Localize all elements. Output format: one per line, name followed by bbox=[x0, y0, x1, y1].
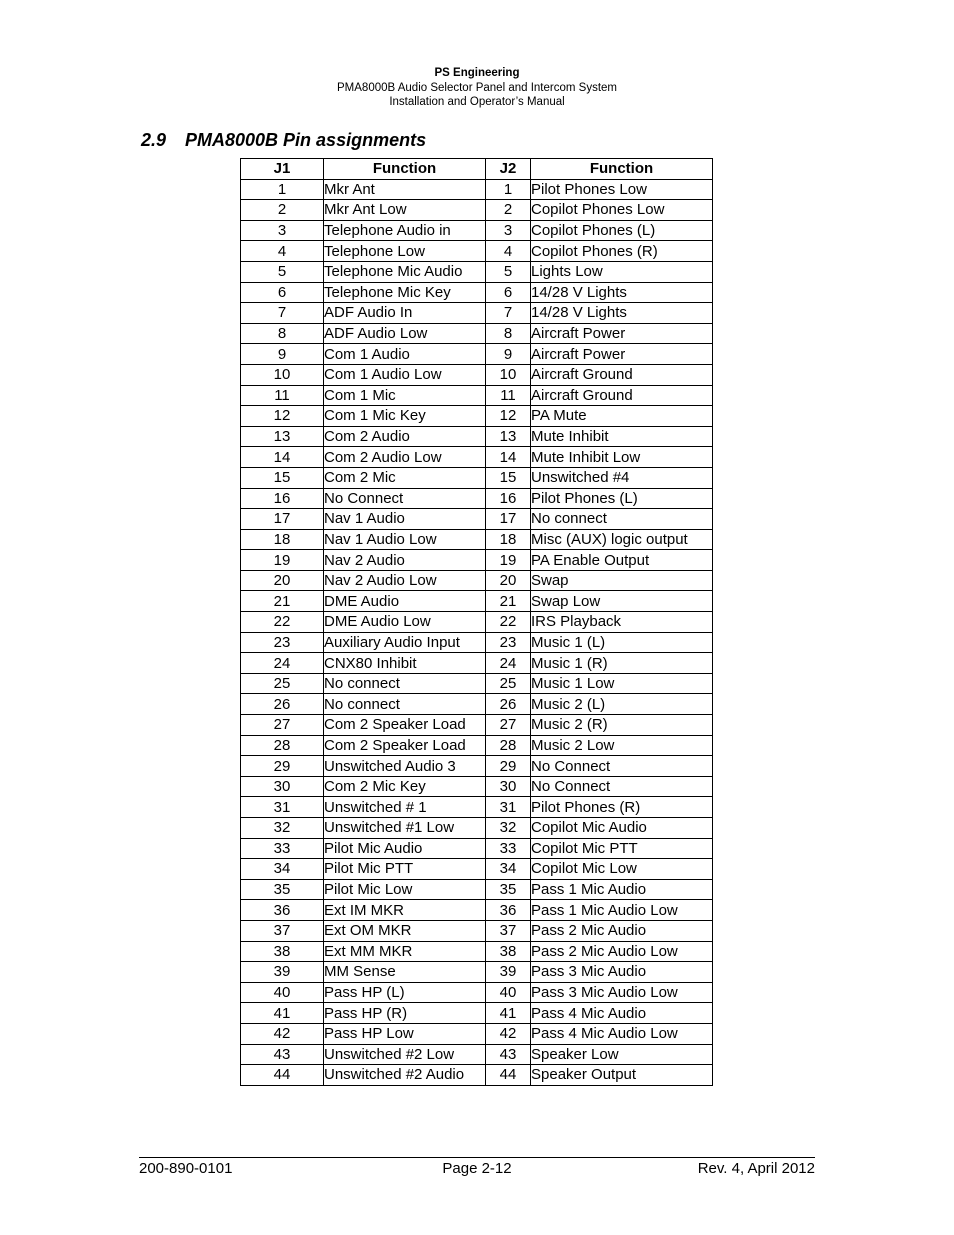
table-row bbox=[241, 303, 713, 324]
j1-pin-cell: 8 bbox=[241, 323, 324, 344]
j1-pin-cell: 42 bbox=[241, 1023, 324, 1044]
j1-pin-cell: 3 bbox=[241, 220, 324, 241]
j1-pin-cell: 15 bbox=[241, 467, 324, 488]
j1-function-cell: ADF Audio Low bbox=[324, 323, 486, 344]
j1-pin-cell: 18 bbox=[241, 529, 324, 550]
j2-function-cell: PA Enable Output bbox=[531, 550, 713, 571]
j1-pin-cell: 20 bbox=[241, 570, 324, 591]
j2-pin-cell: 28 bbox=[486, 735, 531, 756]
j2-function-cell: 14/28 V Lights bbox=[531, 282, 713, 303]
j2-function-cell: Mute Inhibit Low bbox=[531, 447, 713, 468]
j1-pin-cell: 25 bbox=[241, 673, 324, 694]
j1-pin-cell: 10 bbox=[241, 364, 324, 385]
j1-pin-cell: 13 bbox=[241, 426, 324, 447]
j2-function-cell: Aircraft Ground bbox=[531, 385, 713, 406]
document-number: 200-890-0101 bbox=[139, 1160, 233, 1177]
j2-pin-cell: 34 bbox=[486, 859, 531, 880]
j1-pin-cell: 29 bbox=[241, 756, 324, 777]
j2-pin-cell: 37 bbox=[486, 920, 531, 941]
j2-pin-cell: 22 bbox=[486, 612, 531, 633]
table-row bbox=[241, 797, 713, 818]
j1-function-cell: Telephone Mic Key bbox=[324, 282, 486, 303]
j1-function-cell: Com 1 Mic bbox=[324, 385, 486, 406]
manual-title: Installation and Operator’s Manual bbox=[389, 96, 565, 108]
j2-pin-cell: 8 bbox=[486, 323, 531, 344]
j1-function-cell: Com 2 Audio bbox=[324, 426, 486, 447]
j1-pin-cell: 26 bbox=[241, 694, 324, 715]
j2-function-cell: Aircraft Ground bbox=[531, 364, 713, 385]
j2-pin-cell: 31 bbox=[486, 797, 531, 818]
j1-function-cell: Pilot Mic Low bbox=[324, 879, 486, 900]
j2-function-cell: Speaker Output bbox=[531, 1065, 713, 1086]
j2-function-cell: No Connect bbox=[531, 756, 713, 777]
j2-function-cell: Pass 2 Mic Audio bbox=[531, 920, 713, 941]
j1-function-cell: Com 2 Speaker Load bbox=[324, 735, 486, 756]
company-name: PS Engineering bbox=[434, 67, 520, 79]
j1-pin-cell: 40 bbox=[241, 982, 324, 1003]
j1-function-cell: Pilot Mic Audio bbox=[324, 838, 486, 859]
j2-pin-cell: 13 bbox=[486, 426, 531, 447]
j2-pin-cell: 11 bbox=[486, 385, 531, 406]
j2-function-cell: No Connect bbox=[531, 776, 713, 797]
j1-pin-cell: 41 bbox=[241, 1003, 324, 1024]
j1-pin-cell: 35 bbox=[241, 879, 324, 900]
pin-assignment-table bbox=[240, 158, 713, 1086]
page-number: Page 2-12 bbox=[442, 1160, 512, 1177]
j2-pin-cell: 3 bbox=[486, 220, 531, 241]
j1-pin-cell: 37 bbox=[241, 920, 324, 941]
j2-function-cell: Pass 2 Mic Audio Low bbox=[531, 941, 713, 962]
table-row bbox=[241, 550, 713, 571]
j2-function-cell: Music 2 (L) bbox=[531, 694, 713, 715]
j2-pin-cell: 30 bbox=[486, 776, 531, 797]
j2-function-cell: PA Mute bbox=[531, 406, 713, 427]
j2-pin-cell: 32 bbox=[486, 818, 531, 839]
j2-pin-cell: 14 bbox=[486, 447, 531, 468]
header-j1-function: Function bbox=[324, 159, 486, 180]
j1-function-cell: Nav 2 Audio Low bbox=[324, 570, 486, 591]
table-row bbox=[241, 570, 713, 591]
j1-pin-cell: 4 bbox=[241, 241, 324, 262]
table-row bbox=[241, 447, 713, 468]
j1-function-cell: Telephone Mic Audio bbox=[324, 261, 486, 282]
j2-pin-cell: 40 bbox=[486, 982, 531, 1003]
table-row bbox=[241, 632, 713, 653]
table-row bbox=[241, 982, 713, 1003]
j2-function-cell: Pilot Phones (L) bbox=[531, 488, 713, 509]
j1-pin-cell: 24 bbox=[241, 653, 324, 674]
j2-function-cell: Pass 3 Mic Audio bbox=[531, 962, 713, 983]
table-row bbox=[241, 200, 713, 221]
j2-pin-cell: 4 bbox=[486, 241, 531, 262]
table-row bbox=[241, 385, 713, 406]
j1-function-cell: Nav 1 Audio Low bbox=[324, 529, 486, 550]
table-row bbox=[241, 179, 713, 200]
table-row bbox=[241, 241, 713, 262]
j1-pin-cell: 39 bbox=[241, 962, 324, 983]
j2-function-cell: Copilot Mic Low bbox=[531, 859, 713, 880]
j1-function-cell: Mkr Ant Low bbox=[324, 200, 486, 221]
j1-pin-cell: 44 bbox=[241, 1065, 324, 1086]
j1-function-cell: Ext MM MKR bbox=[324, 941, 486, 962]
j2-pin-cell: 7 bbox=[486, 303, 531, 324]
j1-function-cell: Pass HP Low bbox=[324, 1023, 486, 1044]
table-row bbox=[241, 756, 713, 777]
j2-function-cell: IRS Playback bbox=[531, 612, 713, 633]
j1-function-cell: Unswitched #2 Audio bbox=[324, 1065, 486, 1086]
table-row bbox=[241, 1003, 713, 1024]
j1-function-cell: Ext OM MKR bbox=[324, 920, 486, 941]
j2-function-cell: No connect bbox=[531, 509, 713, 530]
j1-function-cell: Telephone Low bbox=[324, 241, 486, 262]
table-row bbox=[241, 1023, 713, 1044]
j1-function-cell: Com 2 Audio Low bbox=[324, 447, 486, 468]
table-row bbox=[241, 941, 713, 962]
j1-pin-cell: 5 bbox=[241, 261, 324, 282]
revision-info: Rev. 4, April 2012 bbox=[697, 1160, 815, 1177]
j1-function-cell: Com 2 Mic Key bbox=[324, 776, 486, 797]
j2-pin-cell: 36 bbox=[486, 900, 531, 921]
table-row bbox=[241, 920, 713, 941]
j2-function-cell: Pass 4 Mic Audio Low bbox=[531, 1023, 713, 1044]
j1-function-cell: Nav 1 Audio bbox=[324, 509, 486, 530]
j1-function-cell: Com 1 Audio Low bbox=[324, 364, 486, 385]
j2-pin-cell: 15 bbox=[486, 467, 531, 488]
j1-function-cell: Com 1 Mic Key bbox=[324, 406, 486, 427]
j2-function-cell: Pilot Phones (R) bbox=[531, 797, 713, 818]
j2-function-cell: Copilot Phones Low bbox=[531, 200, 713, 221]
j2-function-cell: Music 1 (L) bbox=[531, 632, 713, 653]
j2-pin-cell: 16 bbox=[486, 488, 531, 509]
j2-pin-cell: 18 bbox=[486, 529, 531, 550]
j2-pin-cell: 26 bbox=[486, 694, 531, 715]
j1-function-cell: CNX80 Inhibit bbox=[324, 653, 486, 674]
j1-function-cell: No Connect bbox=[324, 488, 486, 509]
j1-pin-cell: 33 bbox=[241, 838, 324, 859]
table-row bbox=[241, 344, 713, 365]
table-row bbox=[241, 900, 713, 921]
j1-function-cell: Unswitched # 1 bbox=[324, 797, 486, 818]
header-j2-function: Function bbox=[531, 159, 713, 180]
j1-pin-cell: 43 bbox=[241, 1044, 324, 1065]
j2-pin-cell: 25 bbox=[486, 673, 531, 694]
table-row bbox=[241, 406, 713, 427]
j2-function-cell: Misc (AUX) logic output bbox=[531, 529, 713, 550]
table-row bbox=[241, 364, 713, 385]
table-row bbox=[241, 261, 713, 282]
j2-pin-cell: 23 bbox=[486, 632, 531, 653]
table-row bbox=[241, 735, 713, 756]
j2-function-cell: Pilot Phones Low bbox=[531, 179, 713, 200]
table-row bbox=[241, 1044, 713, 1065]
table-row bbox=[241, 529, 713, 550]
j2-function-cell: Pass 4 Mic Audio bbox=[531, 1003, 713, 1024]
j2-pin-cell: 38 bbox=[486, 941, 531, 962]
table-row bbox=[241, 509, 713, 530]
j1-pin-cell: 17 bbox=[241, 509, 324, 530]
j2-pin-cell: 21 bbox=[486, 591, 531, 612]
table-row bbox=[241, 838, 713, 859]
table-row bbox=[241, 776, 713, 797]
j2-function-cell: Unswitched #4 bbox=[531, 467, 713, 488]
table-row bbox=[241, 612, 713, 633]
j1-pin-cell: 11 bbox=[241, 385, 324, 406]
j1-function-cell: DME Audio bbox=[324, 591, 486, 612]
section-number: 2.9 bbox=[141, 130, 167, 150]
j2-pin-cell: 29 bbox=[486, 756, 531, 777]
j1-pin-cell: 2 bbox=[241, 200, 324, 221]
j2-pin-cell: 5 bbox=[486, 261, 531, 282]
j1-pin-cell: 31 bbox=[241, 797, 324, 818]
j2-pin-cell: 20 bbox=[486, 570, 531, 591]
j2-pin-cell: 1 bbox=[486, 179, 531, 200]
j2-pin-cell: 41 bbox=[486, 1003, 531, 1024]
j1-function-cell: Telephone Audio in bbox=[324, 220, 486, 241]
j1-function-cell: Ext IM MKR bbox=[324, 900, 486, 921]
j1-pin-cell: 32 bbox=[241, 818, 324, 839]
j1-pin-cell: 21 bbox=[241, 591, 324, 612]
table-row bbox=[241, 694, 713, 715]
j2-function-cell: Pass 3 Mic Audio Low bbox=[531, 982, 713, 1003]
j2-function-cell: Music 2 Low bbox=[531, 735, 713, 756]
j2-function-cell: Pass 1 Mic Audio bbox=[531, 879, 713, 900]
j1-pin-cell: 9 bbox=[241, 344, 324, 365]
section-title: PMA8000B Pin assignments bbox=[185, 130, 427, 150]
j1-pin-cell: 23 bbox=[241, 632, 324, 653]
j2-pin-cell: 2 bbox=[486, 200, 531, 221]
j1-pin-cell: 34 bbox=[241, 859, 324, 880]
j2-pin-cell: 12 bbox=[486, 406, 531, 427]
j2-function-cell: Speaker Low bbox=[531, 1044, 713, 1065]
j1-pin-cell: 22 bbox=[241, 612, 324, 633]
j2-pin-cell: 6 bbox=[486, 282, 531, 303]
table-row bbox=[241, 488, 713, 509]
j1-pin-cell: 28 bbox=[241, 735, 324, 756]
page-header bbox=[0, 66, 954, 110]
table-header-row bbox=[241, 159, 713, 180]
table-row bbox=[241, 220, 713, 241]
j2-pin-cell: 43 bbox=[486, 1044, 531, 1065]
table-row bbox=[241, 818, 713, 839]
j1-pin-cell: 12 bbox=[241, 406, 324, 427]
j2-function-cell: Music 1 (R) bbox=[531, 653, 713, 674]
j2-function-cell: Copilot Mic PTT bbox=[531, 838, 713, 859]
table-row bbox=[241, 715, 713, 736]
j1-function-cell: Pass HP (R) bbox=[324, 1003, 486, 1024]
j1-pin-cell: 27 bbox=[241, 715, 324, 736]
j2-function-cell: Lights Low bbox=[531, 261, 713, 282]
j1-function-cell: Unswitched #1 Low bbox=[324, 818, 486, 839]
table-row bbox=[241, 591, 713, 612]
j1-function-cell: Mkr Ant bbox=[324, 179, 486, 200]
j2-pin-cell: 19 bbox=[486, 550, 531, 571]
j2-function-cell: Aircraft Power bbox=[531, 344, 713, 365]
table-row bbox=[241, 879, 713, 900]
section-heading bbox=[141, 130, 426, 151]
j1-pin-cell: 30 bbox=[241, 776, 324, 797]
j2-function-cell: Music 2 (R) bbox=[531, 715, 713, 736]
j1-pin-cell: 19 bbox=[241, 550, 324, 571]
j2-function-cell: Music 1 Low bbox=[531, 673, 713, 694]
j2-function-cell: Aircraft Power bbox=[531, 323, 713, 344]
j2-function-cell: Pass 1 Mic Audio Low bbox=[531, 900, 713, 921]
j2-function-cell: 14/28 V Lights bbox=[531, 303, 713, 324]
header-j2: J2 bbox=[486, 159, 531, 180]
j1-function-cell: No connect bbox=[324, 673, 486, 694]
j2-pin-cell: 9 bbox=[486, 344, 531, 365]
product-name: PMA8000B Audio Selector Panel and Intercom System bbox=[337, 81, 617, 94]
header-j1: J1 bbox=[241, 159, 324, 180]
footer-divider bbox=[139, 1157, 815, 1158]
j1-function-cell: Com 2 Speaker Load bbox=[324, 715, 486, 736]
table-row bbox=[241, 859, 713, 880]
j2-function-cell: Swap bbox=[531, 570, 713, 591]
j2-pin-cell: 35 bbox=[486, 879, 531, 900]
table-body bbox=[241, 179, 713, 1085]
j2-function-cell: Mute Inhibit bbox=[531, 426, 713, 447]
table-row bbox=[241, 962, 713, 983]
j1-function-cell: Unswitched #2 Low bbox=[324, 1044, 486, 1065]
j1-function-cell: ADF Audio In bbox=[324, 303, 486, 324]
j1-function-cell: DME Audio Low bbox=[324, 612, 486, 633]
j2-function-cell: Copilot Phones (L) bbox=[531, 220, 713, 241]
j1-pin-cell: 6 bbox=[241, 282, 324, 303]
j1-function-cell: Nav 2 Audio bbox=[324, 550, 486, 571]
j1-function-cell: Com 2 Mic bbox=[324, 467, 486, 488]
j2-pin-cell: 27 bbox=[486, 715, 531, 736]
table-row bbox=[241, 426, 713, 447]
j1-function-cell: Unswitched Audio 3 bbox=[324, 756, 486, 777]
j1-pin-cell: 38 bbox=[241, 941, 324, 962]
table-row bbox=[241, 323, 713, 344]
j1-function-cell: Com 1 Audio bbox=[324, 344, 486, 365]
j1-pin-cell: 1 bbox=[241, 179, 324, 200]
table-row bbox=[241, 467, 713, 488]
table-row bbox=[241, 653, 713, 674]
j2-pin-cell: 44 bbox=[486, 1065, 531, 1086]
j2-pin-cell: 10 bbox=[486, 364, 531, 385]
j1-pin-cell: 16 bbox=[241, 488, 324, 509]
j1-function-cell: Pilot Mic PTT bbox=[324, 859, 486, 880]
table-row bbox=[241, 282, 713, 303]
j2-pin-cell: 33 bbox=[486, 838, 531, 859]
j2-pin-cell: 24 bbox=[486, 653, 531, 674]
table-row bbox=[241, 673, 713, 694]
j1-function-cell: No connect bbox=[324, 694, 486, 715]
j1-pin-cell: 14 bbox=[241, 447, 324, 468]
j2-pin-cell: 39 bbox=[486, 962, 531, 983]
j2-pin-cell: 42 bbox=[486, 1023, 531, 1044]
j2-pin-cell: 17 bbox=[486, 509, 531, 530]
j2-function-cell: Swap Low bbox=[531, 591, 713, 612]
j1-function-cell: Auxiliary Audio Input bbox=[324, 632, 486, 653]
table-row bbox=[241, 1065, 713, 1086]
j1-pin-cell: 36 bbox=[241, 900, 324, 921]
j1-pin-cell: 7 bbox=[241, 303, 324, 324]
j1-function-cell: MM Sense bbox=[324, 962, 486, 983]
j2-function-cell: Copilot Phones (R) bbox=[531, 241, 713, 262]
j1-function-cell: Pass HP (L) bbox=[324, 982, 486, 1003]
j2-function-cell: Copilot Mic Audio bbox=[531, 818, 713, 839]
